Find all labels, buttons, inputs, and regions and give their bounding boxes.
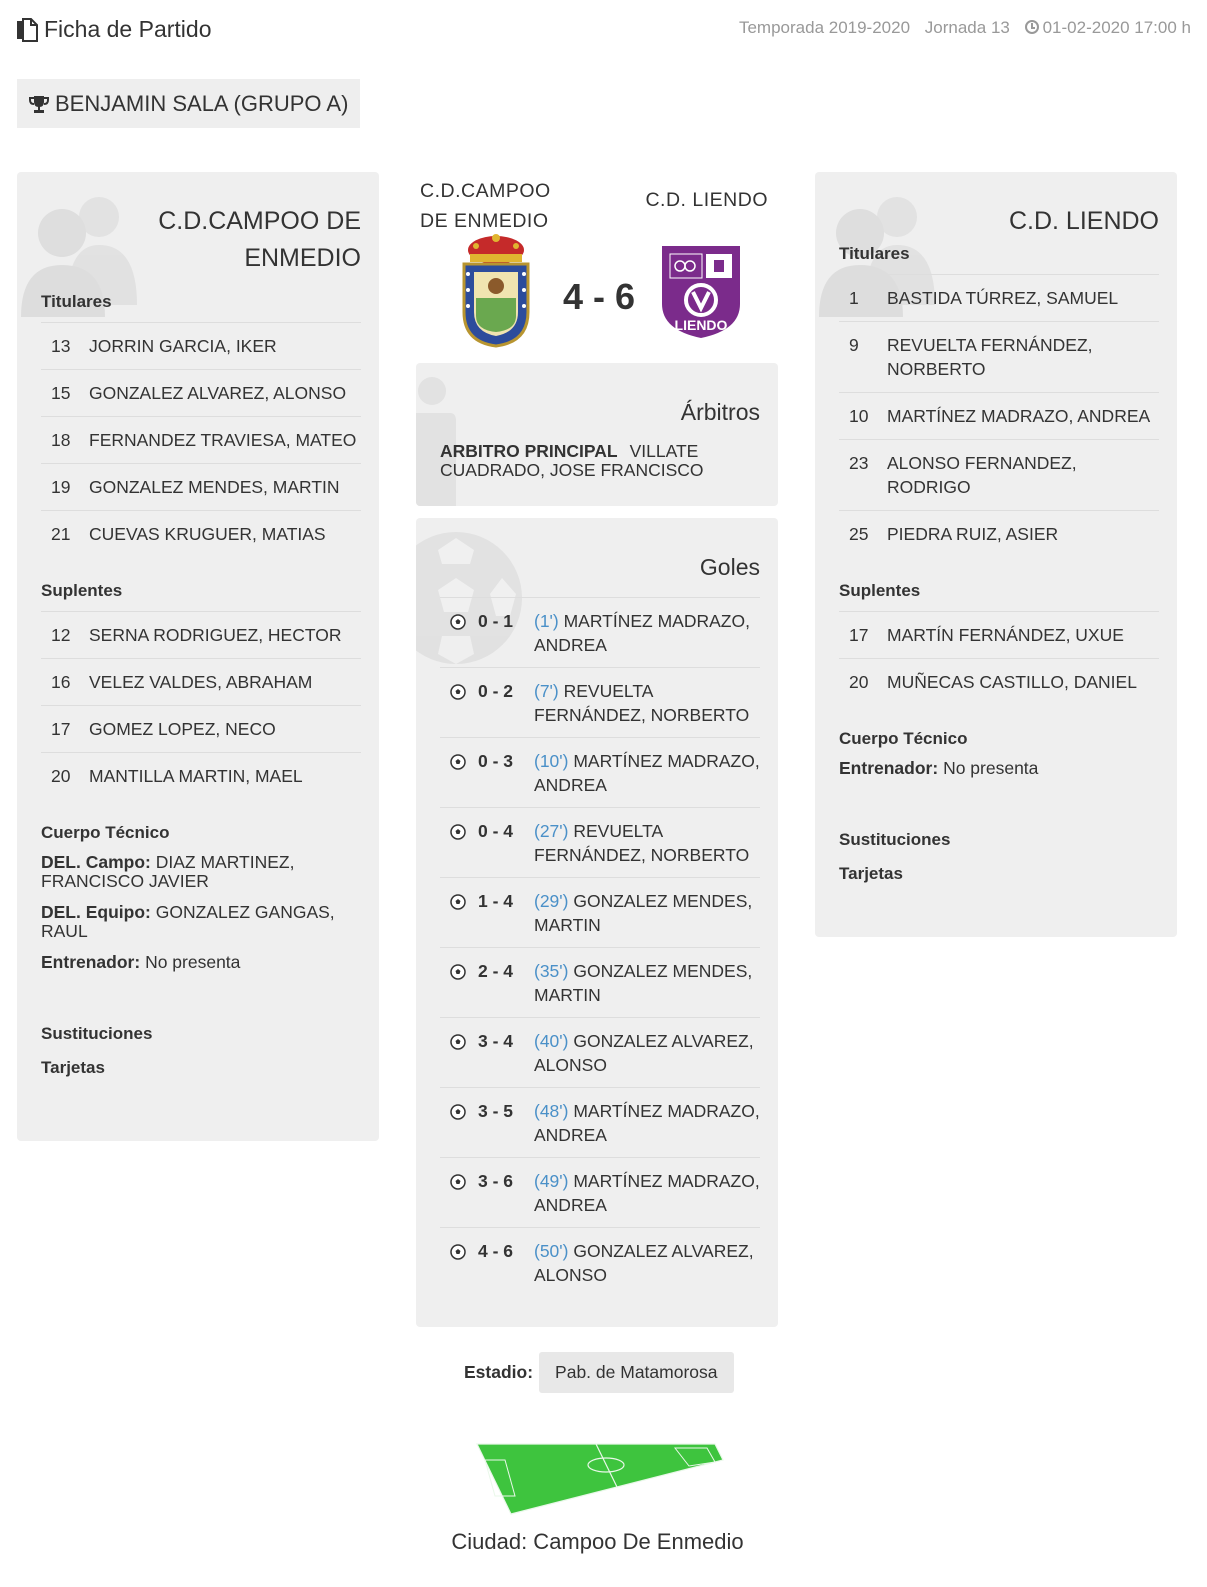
player-name: BASTIDA TÚRREZ, SAMUEL bbox=[887, 288, 1119, 308]
goal-minute: (10') bbox=[534, 751, 569, 771]
player-number: 23 bbox=[849, 453, 869, 473]
goal-player: MARTÍNEZ MADRAZO, ANDREA bbox=[534, 1171, 760, 1215]
staff-item bbox=[41, 853, 361, 891]
player-row[interactable] bbox=[839, 321, 1159, 392]
away-team-title: C.D. LIENDO bbox=[645, 189, 768, 211]
away-cards-label: Tarjetas bbox=[839, 864, 903, 883]
goal-row bbox=[440, 877, 760, 947]
player-name: JORRIN GARCIA, IKER bbox=[89, 336, 277, 356]
goal-minute: (49') bbox=[534, 1171, 569, 1191]
soccer-ball-icon bbox=[450, 1104, 466, 1120]
datetime bbox=[1025, 18, 1191, 37]
goal-score: 0 - 2 bbox=[478, 681, 514, 701]
page-title-text: Ficha de Partido bbox=[44, 16, 212, 42]
referees-title: Árbitros bbox=[680, 399, 760, 425]
goal-score: 3 - 5 bbox=[478, 1101, 514, 1121]
match-scoreboard bbox=[416, 172, 778, 352]
player-name: ALONSO FERNANDEZ, RODRIGO bbox=[887, 453, 1077, 497]
player-name: MUÑECAS CASTILLO, DANIEL bbox=[887, 672, 1137, 692]
player-number: 21 bbox=[51, 524, 71, 544]
goal-score: 2 - 4 bbox=[478, 961, 514, 981]
goal-player: MARTÍNEZ MADRAZO, ANDREA bbox=[534, 1101, 760, 1145]
goal-player: REVUELTA FERNÁNDEZ, NORBERTO bbox=[534, 821, 750, 865]
player-row[interactable] bbox=[41, 369, 361, 416]
goal-row bbox=[440, 737, 760, 807]
referee-item bbox=[440, 442, 760, 480]
home-subs-list bbox=[41, 611, 361, 799]
player-row[interactable] bbox=[41, 658, 361, 705]
season-text: Temporada 2019-2020 bbox=[738, 18, 911, 37]
goal-row bbox=[440, 1087, 760, 1157]
player-number: 12 bbox=[51, 625, 71, 645]
soccer-ball-icon bbox=[450, 894, 466, 910]
stadium-info bbox=[464, 1352, 734, 1393]
player-name: PIEDRA RUIZ, ASIER bbox=[887, 524, 1059, 544]
match-score: 4 - 6 bbox=[562, 276, 636, 317]
goal-minute: (35') bbox=[534, 961, 569, 981]
player-name: GONZALEZ ALVAREZ, ALONSO bbox=[89, 383, 347, 403]
player-number: 20 bbox=[51, 766, 71, 786]
player-row[interactable] bbox=[41, 322, 361, 369]
soccer-ball-icon bbox=[450, 1244, 466, 1260]
soccer-field-icon bbox=[475, 1440, 725, 1516]
page-title bbox=[16, 16, 211, 43]
home-team-title bbox=[420, 176, 570, 236]
referee-role: ARBITRO PRINCIPAL bbox=[440, 441, 618, 461]
city-text: Ciudad: Campoo De Enmedio bbox=[451, 1529, 744, 1554]
player-row[interactable] bbox=[839, 658, 1159, 705]
player-row[interactable] bbox=[839, 439, 1159, 510]
player-row[interactable] bbox=[839, 274, 1159, 321]
referees-panel bbox=[416, 363, 778, 506]
player-number: 17 bbox=[51, 719, 71, 739]
home-starters-label: Titulares bbox=[41, 292, 112, 311]
player-name: GOMEZ LOPEZ, NECO bbox=[89, 719, 276, 739]
staff-item bbox=[839, 759, 1159, 778]
player-name: VELEZ VALDES, ABRAHAM bbox=[89, 672, 313, 692]
soccer-ball-icon bbox=[450, 754, 466, 770]
away-subs-list bbox=[839, 611, 1159, 705]
goals-list bbox=[440, 597, 760, 1297]
player-name: CUEVAS KRUGUER, MATIAS bbox=[89, 524, 326, 544]
staff-role: Entrenador: bbox=[839, 758, 939, 778]
player-row[interactable] bbox=[839, 611, 1159, 658]
goal-score: 3 - 4 bbox=[478, 1031, 514, 1051]
competition-badge bbox=[17, 79, 360, 128]
staff-role: DEL. Campo: bbox=[41, 852, 151, 872]
soccer-ball-icon bbox=[450, 684, 466, 700]
staff-name: GONZALEZ GANGAS, RAUL bbox=[41, 902, 335, 941]
away-staff-label: Cuerpo Técnico bbox=[839, 729, 968, 748]
player-number: 1 bbox=[849, 288, 859, 308]
stadium-label: Estadio: bbox=[464, 1362, 534, 1382]
goal-player: GONZALEZ ALVAREZ, ALONSO bbox=[534, 1241, 754, 1285]
goal-player: GONZALEZ ALVAREZ, ALONSO bbox=[534, 1031, 754, 1075]
home-crest-icon[interactable] bbox=[454, 232, 538, 350]
player-number: 10 bbox=[849, 406, 869, 426]
goal-minute: (7') bbox=[534, 681, 559, 701]
goal-row bbox=[440, 807, 760, 877]
player-row[interactable] bbox=[41, 705, 361, 752]
soccer-ball-icon bbox=[450, 824, 466, 840]
stadium-value[interactable]: Pab. de Matamorosa bbox=[539, 1352, 733, 1393]
away-starters-list bbox=[839, 274, 1159, 557]
referee-name: VILLATE CUADRADO, JOSE FRANCISCO bbox=[440, 441, 704, 480]
home-team-name: C.D.CAMPOO DE ENMEDIO bbox=[158, 207, 361, 272]
goals-panel bbox=[416, 518, 778, 1327]
goal-row bbox=[440, 947, 760, 1017]
away-team-name: C.D. LIENDO bbox=[1008, 207, 1159, 235]
player-number: 17 bbox=[849, 625, 869, 645]
staff-name: No presenta bbox=[145, 952, 241, 972]
player-number: 13 bbox=[51, 336, 71, 356]
staff-name: No presenta bbox=[943, 758, 1039, 778]
goal-minute: (27') bbox=[534, 821, 569, 841]
player-row[interactable] bbox=[839, 510, 1159, 557]
player-row[interactable] bbox=[41, 752, 361, 799]
soccer-ball-icon bbox=[450, 1034, 466, 1050]
player-row[interactable] bbox=[41, 611, 361, 658]
player-number: 19 bbox=[51, 477, 71, 497]
player-name: MARTÍNEZ MADRAZO, ANDREA bbox=[887, 406, 1151, 426]
player-row[interactable] bbox=[839, 392, 1159, 439]
goal-minute: (48') bbox=[534, 1101, 569, 1121]
home-team-panel bbox=[17, 172, 379, 1141]
away-substitutions-label: Sustituciones bbox=[839, 830, 951, 849]
match-meta bbox=[729, 18, 1191, 38]
goal-row bbox=[440, 1157, 760, 1227]
player-number: 9 bbox=[849, 335, 859, 355]
soccer-ball-icon bbox=[450, 964, 466, 980]
player-name: REVUELTA FERNÁNDEZ, NORBERTO bbox=[887, 335, 1093, 379]
player-row[interactable] bbox=[41, 510, 361, 557]
player-name: MARTÍN FERNÁNDEZ, UXUE bbox=[887, 625, 1124, 645]
player-number: 20 bbox=[849, 672, 869, 692]
away-team-panel bbox=[815, 172, 1177, 937]
round-text: Jornada 13 bbox=[924, 18, 1010, 37]
goal-score: 0 - 1 bbox=[478, 611, 514, 631]
goal-score: 4 - 6 bbox=[478, 1241, 514, 1261]
soccer-ball-icon bbox=[450, 614, 466, 630]
goal-row bbox=[440, 597, 760, 667]
competition-name: BENJAMIN SALA (GRUPO A) bbox=[55, 90, 349, 116]
clock-icon bbox=[1025, 20, 1039, 34]
goal-player: GONZALEZ MENDES, MARTIN bbox=[534, 961, 753, 1005]
staff-role: Entrenador: bbox=[41, 952, 141, 972]
goal-row bbox=[440, 1227, 760, 1297]
document-icon bbox=[16, 18, 38, 42]
player-number: 16 bbox=[51, 672, 71, 692]
home-staff-label: Cuerpo Técnico bbox=[41, 823, 170, 842]
away-crest-text: LIENDO bbox=[674, 317, 728, 333]
away-subs-label: Suplentes bbox=[839, 581, 921, 600]
goal-minute: (1') bbox=[534, 611, 559, 631]
staff-role: DEL. Equipo: bbox=[41, 902, 151, 922]
home-starters-list bbox=[41, 322, 361, 557]
away-starters-label: Titulares bbox=[839, 244, 910, 263]
player-name: SERNA RODRIGUEZ, HECTOR bbox=[89, 625, 342, 645]
trophy-icon bbox=[29, 94, 49, 114]
goal-row bbox=[440, 1017, 760, 1087]
goal-player: MARTÍNEZ MADRAZO, ANDREA bbox=[534, 751, 760, 795]
goals-title: Goles bbox=[699, 554, 760, 580]
datetime-text: 01-02-2020 17:00 h bbox=[1042, 18, 1191, 37]
goal-minute: (29') bbox=[534, 891, 569, 911]
player-number: 25 bbox=[849, 524, 869, 544]
player-number: 15 bbox=[51, 383, 71, 403]
goal-score: 0 - 3 bbox=[478, 751, 514, 771]
player-row[interactable] bbox=[41, 463, 361, 510]
goal-score: 0 - 4 bbox=[478, 821, 514, 841]
staff-name: DIAZ MARTINEZ, FRANCISCO JAVIER bbox=[41, 852, 295, 891]
player-number: 18 bbox=[51, 430, 71, 450]
goal-score: 1 - 4 bbox=[478, 891, 514, 911]
player-row[interactable] bbox=[41, 416, 361, 463]
goal-minute: (40') bbox=[534, 1031, 569, 1051]
soccer-ball-icon bbox=[450, 1174, 466, 1190]
player-name: GONZALEZ MENDES, MARTIN bbox=[89, 477, 340, 497]
home-cards-label: Tarjetas bbox=[41, 1058, 105, 1077]
goal-score: 3 - 6 bbox=[478, 1171, 514, 1191]
home-team-title-text: C.D.CAMPOO DE ENMEDIO bbox=[420, 180, 551, 232]
staff-item bbox=[41, 953, 361, 972]
goal-player: REVUELTA FERNÁNDEZ, NORBERTO bbox=[534, 681, 750, 725]
page-header bbox=[16, 14, 1191, 48]
goal-row bbox=[440, 667, 760, 737]
player-name: MANTILLA MARTIN, MAEL bbox=[89, 766, 303, 786]
home-substitutions-label: Sustituciones bbox=[41, 1024, 153, 1043]
goal-player: GONZALEZ MENDES, MARTIN bbox=[534, 891, 753, 935]
home-subs-label: Suplentes bbox=[41, 581, 123, 600]
goal-minute: (50') bbox=[534, 1241, 569, 1261]
goal-player: MARTÍNEZ MADRAZO, ANDREA bbox=[534, 611, 750, 655]
player-name: FERNANDEZ TRAVIESA, MATEO bbox=[89, 430, 357, 450]
away-crest-icon[interactable] bbox=[660, 244, 742, 340]
staff-item bbox=[41, 903, 361, 941]
